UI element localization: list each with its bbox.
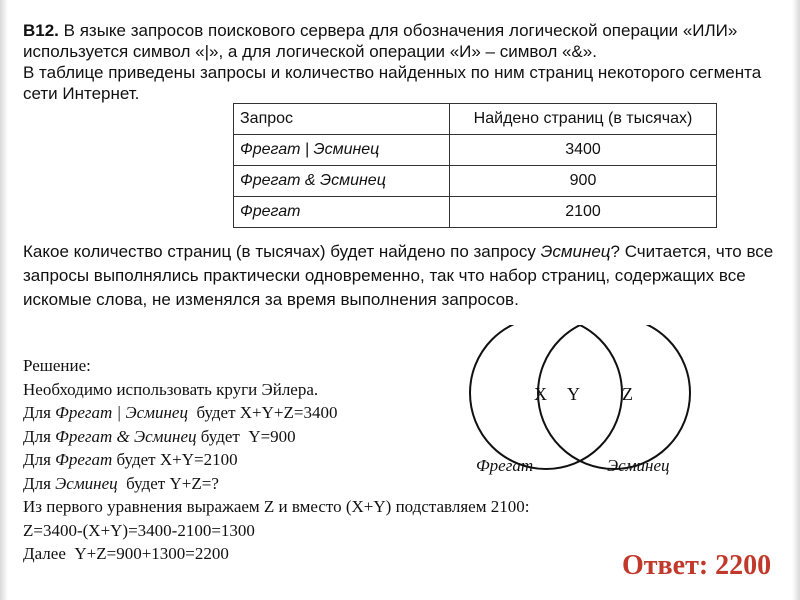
table-header-row (234, 104, 717, 135)
solution-text: будет Y+Z=? (117, 473, 219, 493)
query-cell: Фрегат (234, 197, 450, 228)
answer-value: 2200 (715, 550, 772, 581)
table-row (234, 197, 717, 228)
pages-cell: 3400 (450, 135, 717, 166)
answer-label: Ответ: (622, 550, 709, 581)
label-z: Z (622, 384, 633, 404)
query-cell: Фрегат | Эсминец (234, 135, 450, 166)
solution-text: будет X+Y=2100 (112, 450, 238, 469)
caption-esminets: Эсминец (607, 456, 670, 475)
queries-table (233, 103, 717, 228)
solution-italic: Фрегат (55, 450, 113, 469)
solution-italic: Эсминец (55, 473, 118, 493)
table-row (234, 135, 717, 166)
solution-line: Из первого уравнения выражаем Z и вместо (X+Y) подставляем 2100: (23, 497, 530, 516)
solution-line: Необходимо использовать круги Эйлера. (23, 379, 319, 399)
solution-text: Для (23, 403, 56, 422)
solution-line: Далее Y+Z=900+1300=2200 (23, 544, 229, 563)
pages-cell: 900 (450, 166, 717, 197)
problem-number: B12. (23, 21, 59, 40)
question-italic-term: Эсминец (540, 242, 611, 261)
question-part-2: ? Считается, что все запросы выполнялись практически одновременно, так что набор страниц, содержащих все искомые слова, не изменялся за время выполнения запросов. (23, 242, 774, 309)
problem-intro-1: В языке запросов поискового сервера для обозначения логической операции «ИЛИ» используется символ «|», а для логической операции «И» – символ «&». (23, 21, 738, 61)
label-y: Y (567, 384, 580, 404)
left-frame-border (0, 0, 8, 600)
solution-italic: Фрегат | Эсминец (55, 403, 188, 422)
solution-text: Для (23, 473, 56, 493)
solution-text: будет X+Y+Z=3400 (187, 403, 338, 422)
solution-italic: Фрегат & Эсминец (55, 426, 197, 446)
circle-esminets (538, 325, 690, 469)
pages-cell: 2100 (450, 197, 717, 228)
solution-text: Для (23, 450, 56, 469)
problem-intro-2: В таблице приведены запросы и количество найденных по ним страниц некоторого сегмента сети Интернет. (23, 63, 762, 103)
answer (622, 550, 771, 582)
question-paragraph (23, 240, 783, 312)
header-query: Запрос (234, 104, 450, 135)
solution-text: будет Y=900 (196, 426, 296, 446)
right-frame-border (792, 0, 800, 600)
label-x: X (534, 384, 547, 404)
problem-paragraph-1 (23, 20, 783, 62)
question-part-1: Какое количество страниц (в тысячах) будет найдено по запросу (23, 242, 541, 261)
table-row (234, 166, 717, 197)
solution-line: Z=3400-(X+Y)=3400-2100=1300 (23, 520, 255, 540)
question-text (23, 240, 783, 312)
header-pages: Найдено страниц (в тысячах) (450, 104, 717, 135)
query-cell: Фрегат & Эсминец (234, 166, 450, 197)
solution-text: Для (23, 426, 56, 446)
solution-title: Решение: (23, 356, 91, 375)
caption-fregat: Фрегат (476, 456, 534, 475)
problem-statement (23, 20, 783, 104)
